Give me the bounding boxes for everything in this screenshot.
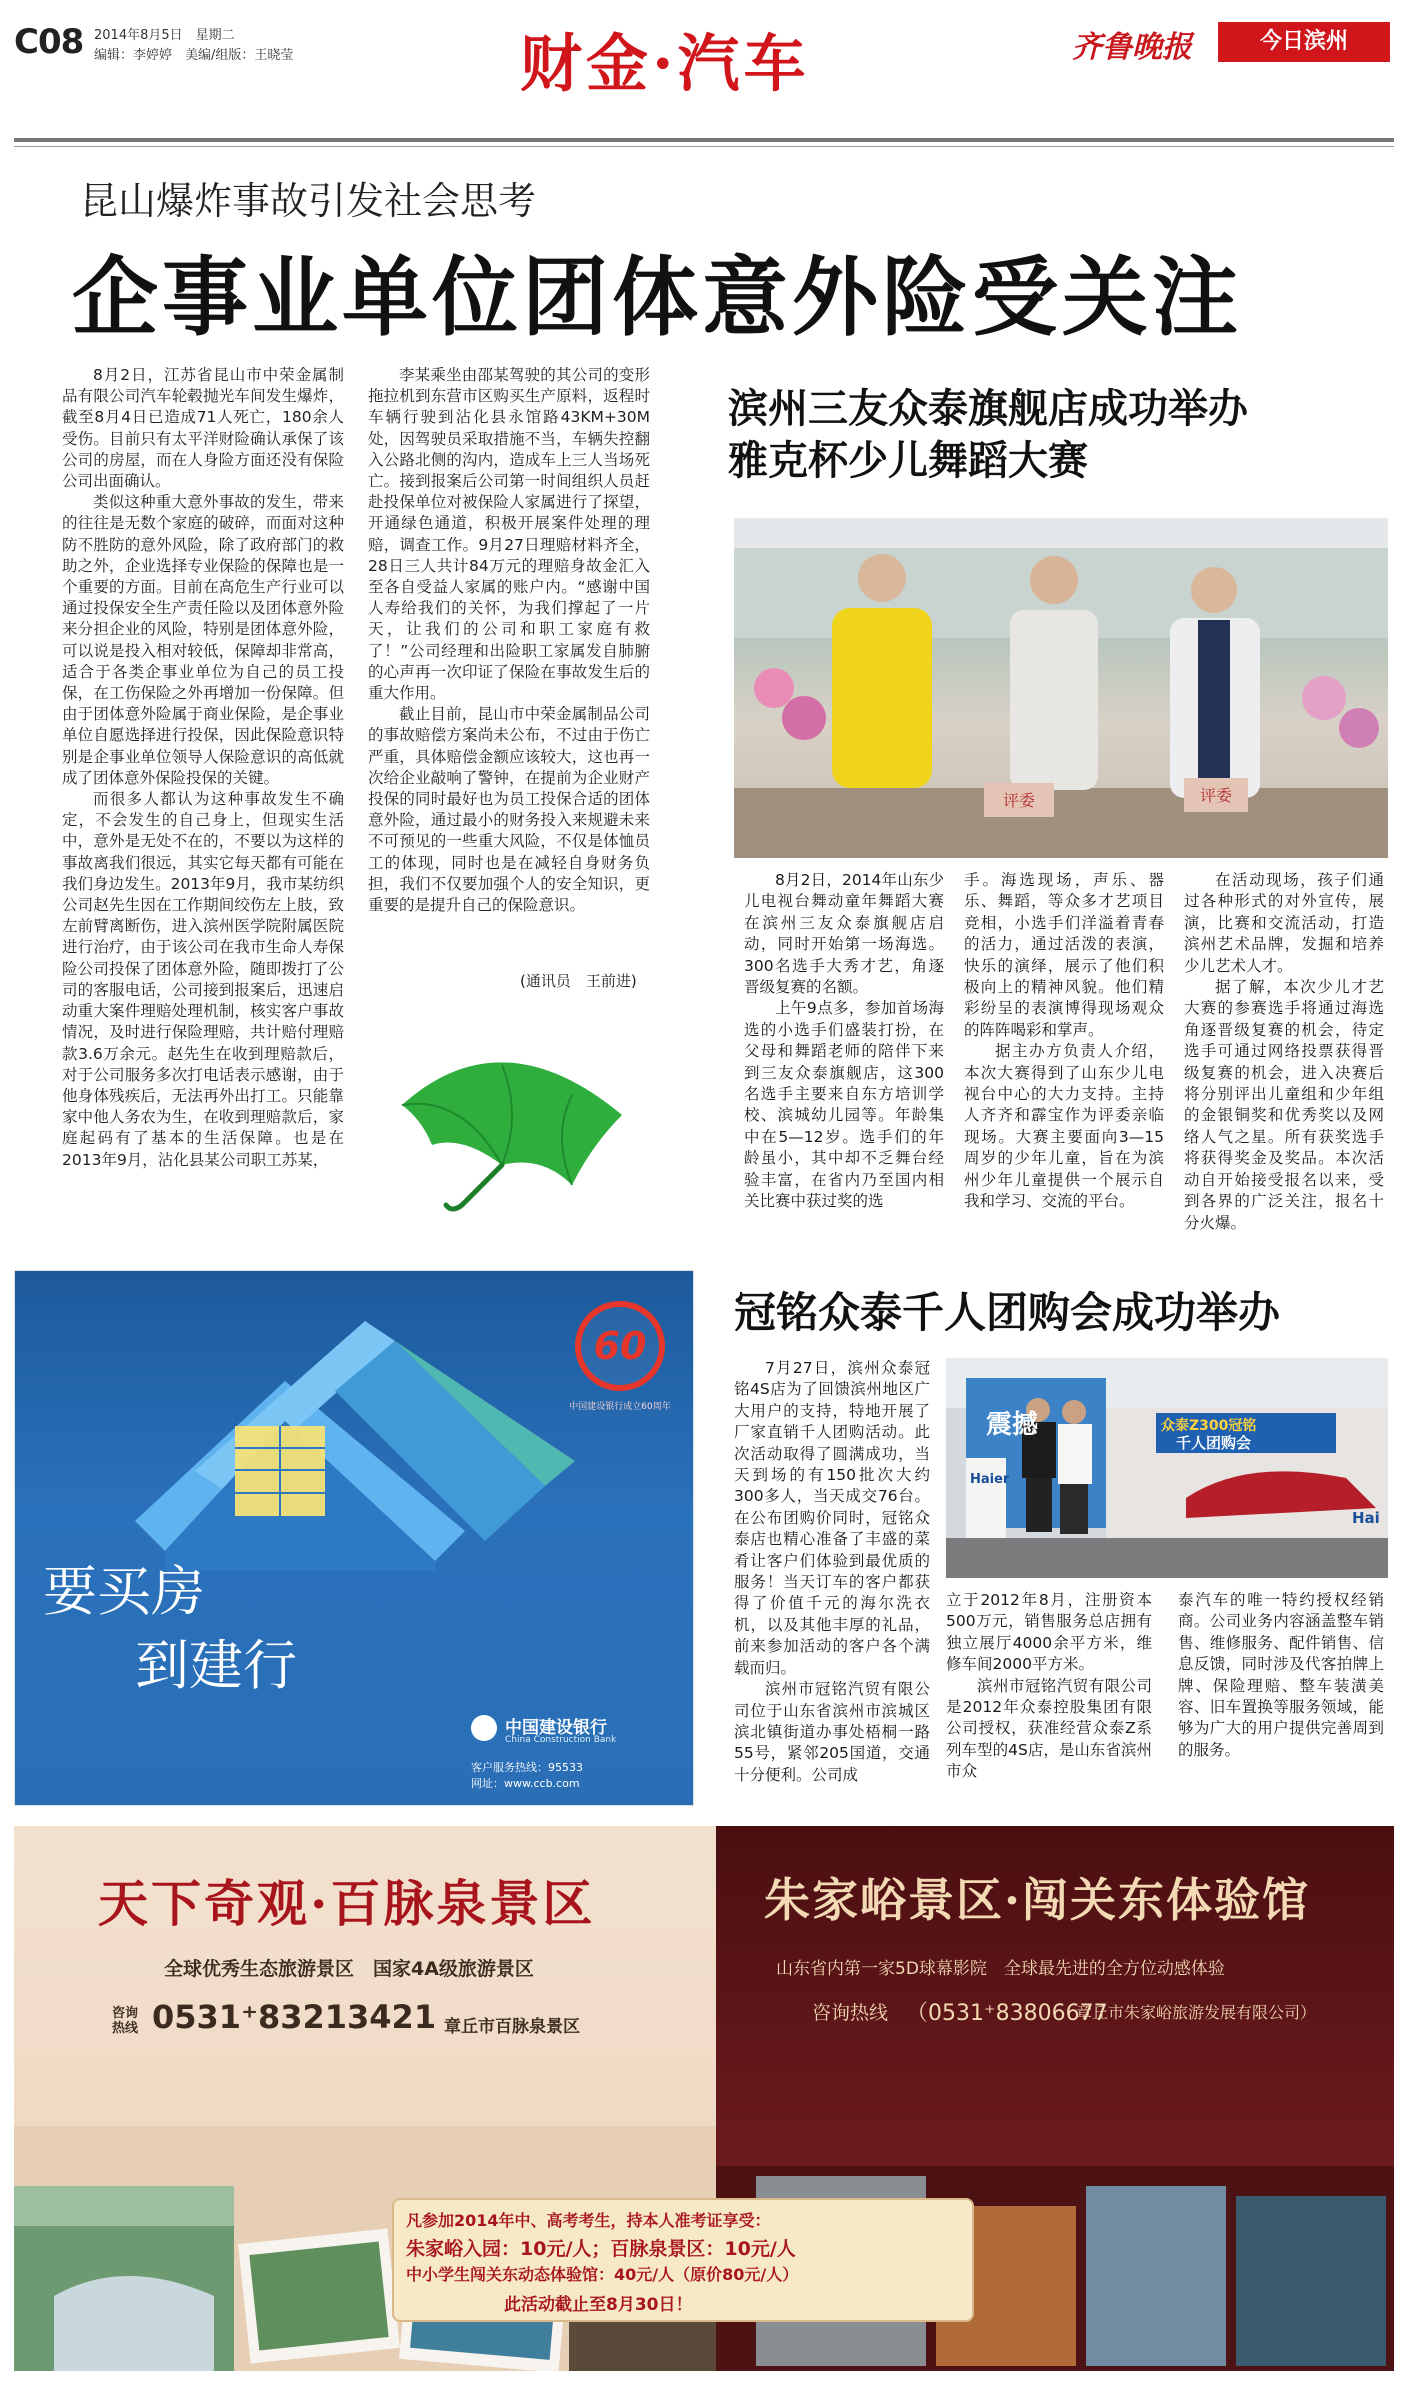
baimai-title: 天下奇观·百脉泉景区 — [98, 1874, 596, 1933]
story1-title-line2: 雅克杯少儿舞蹈大赛 — [728, 438, 1088, 484]
paragraph: 立于2012年8月，注册资本500万元，销售服务总店拥有独立展厅4000余平方米，维修车间2000平方米。 — [946, 1591, 1152, 1674]
paragraph: 据主办方负责人介绍，本次大赛得到了山东少儿电视台中心的大力支持。主持人齐齐和霹宝作为评委亲临现场。大赛主要面向3—15周岁的少年儿童，旨在为滨州少年儿童提供一个展示自我和学习、交流的平台。 — [964, 1042, 1164, 1211]
baimai-address: 章丘市百脉泉景区 — [444, 2017, 580, 2037]
story1-column-2 — [964, 870, 1164, 1213]
story1-photo — [734, 518, 1388, 858]
paragraph: 手。海选现场，声乐、器乐、舞蹈，等众多才艺项目竞相，小选手们洋溢着青春的活力，通过活泼的表演，快乐的演绎，展示了他们积极向上的精神风貌。他们精彩纷呈的表演博得现场观众的阵阵喝彩和掌声。 — [964, 871, 1164, 1039]
story1-column-3 — [1184, 870, 1384, 1234]
offer-line-3: 中小学生闯关东动态体验馆：40元/人（原价80元/人） — [406, 2265, 799, 2284]
ccb-logo-icon — [471, 1715, 497, 1741]
lead-column-2 — [368, 365, 650, 916]
judge-sign-left: 评委 — [1002, 791, 1036, 810]
brand-label-2: Hai — [1352, 1509, 1380, 1527]
judge-sign-right: 评委 — [1199, 786, 1233, 805]
page-number: C08 — [14, 22, 84, 62]
banner-text-2: 众泰Z300冠铭 — [1161, 1418, 1257, 1434]
paragraph: 李某乘坐由邵某驾驶的其公司的变形拖拉机到东营市区购买生产原料，返程时车辆行驶到沾化县永馆路43KM+30M处，因驾驶员采取措施不当，车辆失控翻入公路北侧的沟内，造成车上三人当场死亡。接到报案后公司第一时间组织人员赶赴投保单位对被保险人家属进行了探望，开通绿色通道，积极开展案件处理的理赔，调查工作。9月27日理赔材料齐全，28日三人共计84万元的理赔身故金汇入至各自受益人家属的账户内。“感谢中国人寿给我们的关怀，为我们撑起了一片天，让我们的公司和职工家庭有救了！”公司经理和出险职工家属发自肺腑的心声再一次印证了保险在事故发生后的重大作用。 — [368, 366, 650, 703]
section-title: 财金·汽车 — [520, 27, 810, 100]
paragraph: 上午9点多，参加首场海选的小选手们盛装打扮，在父母和舞蹈老师的陪伴下来到三友众泰旗舰店，这300名选手主要来自东方培训学校、滨城幼儿园等。年龄集中在5—12岁。选手们的年龄虽小，其中却不乏舞台经验丰富，在省内乃至国内相关比赛中获过奖的选 — [744, 999, 944, 1211]
paragraph: 泰汽车的唯一特约授权经销商。公司业务内容涵盖整车销售、维修服务、配件销售、信息反馈，同时涉及代客拍牌上牌、保险理赔、整车装潢美容、旧车置换等服务领域，能够为广大的用户提供完善周到的服务。 — [1178, 1591, 1384, 1759]
zhujiayu-company: 章丘市朱家峪旅游发展有限公司） — [1076, 2003, 1317, 2022]
lead-byline: (通讯员 王前进) — [520, 972, 637, 990]
green-umbrella-illustration — [382, 1035, 642, 1215]
header-rule — [14, 138, 1394, 142]
group-buying-event-photo — [946, 1358, 1388, 1578]
brand-label-1: Haier — [970, 1472, 1010, 1487]
offer-deadline: 此活动截止至8月30日！ — [504, 2295, 693, 2315]
paragraph: 滨州市冠铭汽贸有限公司位于山东省滨州市滨城区滨北镇街道办事处梧桐一路55号，紧邻205国道，交通十分便利。公司成 — [734, 1680, 930, 1784]
edition-badge: 今日滨州 — [1218, 22, 1390, 62]
paragraph: 8月2日，2014年山东少儿电视台舞动童年舞蹈大赛在滨州三友众泰旗舰店启动，同时开始第一场海选。300名选手大秀才艺，角逐晋级复赛的名额。 — [744, 871, 944, 997]
banner-text-3: 千人团购会 — [1176, 1434, 1252, 1452]
ccb-bank-name: 中国建设银行 — [505, 1718, 607, 1738]
ccb-slogan-line1: 要买房 — [43, 1560, 205, 1623]
story2-column-right — [1178, 1590, 1384, 1761]
baimai-phone-label: 咨询热线 — [112, 2006, 139, 2036]
story2-column-left — [734, 1358, 930, 1786]
lead-column-1 — [62, 365, 344, 1171]
baimai-phone: 0531⁺83213421 — [152, 1998, 437, 2036]
zhujiayu-phone: （0531⁺83806677 — [906, 2001, 1108, 2026]
story2-title: 冠铭众泰千人团购会成功举办 — [734, 1288, 1281, 1337]
dance-contest-photo — [734, 518, 1388, 858]
editor-credits: 编辑：李婷婷 美编/组版：王晓莹 — [94, 48, 294, 63]
story1-title-line1: 滨州三友众泰旗舰店成功举办 — [728, 386, 1248, 432]
lead-headline: 企事业单位团体意外险受关注 — [72, 248, 1242, 348]
offer-line-1: 凡参加2014年中、高考考生，持本人准考证享受： — [406, 2211, 771, 2230]
lead-kicker: 昆山爆炸事故引发社会思考 — [80, 179, 537, 223]
zhujiayu-subtitle: 山东省内第一家5D球幕影院 全球最先进的全方位动感体验 — [776, 1959, 1225, 1979]
ccb-slogan-line2: 到建行 — [135, 1634, 297, 1697]
zhujiayu-phone-label: 咨询热线 — [812, 2002, 889, 2024]
paragraph: 截止目前，昆山市中荣金属制品公司的事故赔偿方案尚未公布，不过由于伤亡严重，具体赔偿金额应该较大，这也再一次给企业敲响了警钟，在提前为企业财产投保的同时最好也为员工投保合适的团体意外险，通过最小的财务投入来规避未来不可预见的一些重大风险，不仅是体恤员工的体现，同时也是在减轻自身财务负担，我们不仅要加强个人的安全知识，更重要的是提升自己的保险意识。 — [368, 705, 650, 915]
story1-column-1 — [744, 870, 944, 1213]
student-offer-box — [394, 2200, 972, 2320]
paragraph: 据了解，本次少儿才艺大赛的参赛选手将通过海选角逐晋级复赛的机会，待定选手可通过网络投票获得晋级复赛的机会，进入决赛后将分别评出儿童组和少年组的金银铜奖和优秀奖以及网络人气之星。所有获奖选手将获得奖金及奖品。本次活动自开始接受报名以来，受到各界的广泛关注，报名十分火爆。 — [1184, 978, 1384, 1232]
paragraph: 滨州市冠铭汽贸有限公司是2012年众泰控股集团有限公司授权，获准经营众泰Z系列车型的4S店，是山东省滨州市众 — [946, 1676, 1152, 1781]
ccb-60-anniversary-logo: 60 — [575, 1301, 665, 1391]
story2-photo — [946, 1358, 1388, 1578]
newspaper-logo: 齐鲁晚报 — [1072, 30, 1192, 65]
paragraph: 而很多人都认为这种事故发生不确定，不会发生的自己身上，但现实生活中，意外是无处不在的，不要以为这样的事故离我们很远，其实它每天都有可能在我们身边发生。2013年9月，我市某纺织公司赵先生因在工作期间绞伤左上肢，致左前臂离断伤，进入滨州医学院附属医院进行治疗，由于该公司在我市生命人寿保险公司投保了团体意外险，随即拨打了公司的客服电话，公司接到报案后，迅速启动重大案件理赔处理机制，核实客户事故情况，及时进行保险理赔，共计赔付理赔款3.6万余元。赵先生在收到理赔款后，对于公司服务多次打电话表示感谢，由于他身体残疾后，无法再外出打工。只能靠家中他人务农为生，在收到理赔款后，家庭起码有了基本的生活保障。也是在2013年9月，沾化县某公司职工苏某， — [62, 790, 344, 1169]
ccb-anniversary-caption: 中国建设银行成立60周年 — [569, 1402, 671, 1412]
paragraph: 在活动现场，孩子们通过各种形式的对外宣传，展演，比赛和交流活动，打造滨州艺术品牌，发掘和培养少儿艺术人才。 — [1184, 871, 1384, 975]
zhujiayu-title: 朱家峪景区·闯关东体验馆 — [764, 1873, 1311, 1927]
ccb-website: 网址：www.ccb.com — [471, 1777, 580, 1790]
ccb-bank-english: China Construction Bank — [505, 1735, 617, 1745]
issue-date: 2014年8月5日 星期二 — [94, 28, 235, 43]
paragraph: 7月27日，滨州众泰冠铭4S店为了回馈滨州地区广大用户的支持，特地开展了厂家直销千人团购活动。此次活动取得了圆满成功，当天到场的有150批次大约300多人，当天成交76台。在公布团购价同时，冠铭众泰店也精心准备了丰盛的菜肴让客户们体验到最优质的服务！当天订车的客户都获得了价值千元的海尔洗衣机，以及其他丰厚的礼品，前来参加活动的客户各个满载而归。 — [734, 1359, 930, 1677]
ccb-advertisement — [14, 1270, 694, 1806]
header-rule-thin — [14, 146, 1394, 147]
story2-column-middle — [946, 1590, 1152, 1783]
paragraph: 类似这种重大意外事故的发生，带来的往往是无数个家庭的破碎，而面对这种防不胜防的意外风险，除了政府部门的救助之外，企业选择专业保险的保障也是一个重要的方面。目前在高危生产行业可以通过投保安全生产责任险以及团体意外险来分担企业的风险，特别是团体意外险，可以说是投入相对较低，保障却非常高，适合于各类企事业单位为自己的员工投保，在工伤保险之外再增加一份保障。但由于团体意外险属于商业保险，是企事业单位自愿选择进行投保，因此保险意识特别是企事业单位领导人保险意识的高低就成了团体意外保险投保的关键。 — [62, 493, 344, 787]
baimai-subtitle: 全球优秀生态旅游景区 国家4A级旅游景区 — [164, 1958, 534, 1980]
tourism-advertisement — [14, 1826, 1394, 2371]
offer-line-2: 朱家峪入园：10元/人；百脉泉景区：10元/人 — [406, 2238, 796, 2260]
ccb-brand-block — [471, 1711, 681, 1795]
banner-text-1: 震撼 — [986, 1410, 1039, 1440]
ccb-hotline: 客户服务热线：95533 — [471, 1761, 583, 1774]
paragraph: 8月2日，江苏省昆山市中荣金属制品有限公司汽车轮毂抛光车间发生爆炸，截至8月4日已造成71人死亡，180余人受伤。目前只有太平洋财险确认承保了该公司的房屋，而在人身险方面还没有保险公司出面确认。 — [62, 366, 344, 491]
story1-title — [728, 383, 1388, 487]
